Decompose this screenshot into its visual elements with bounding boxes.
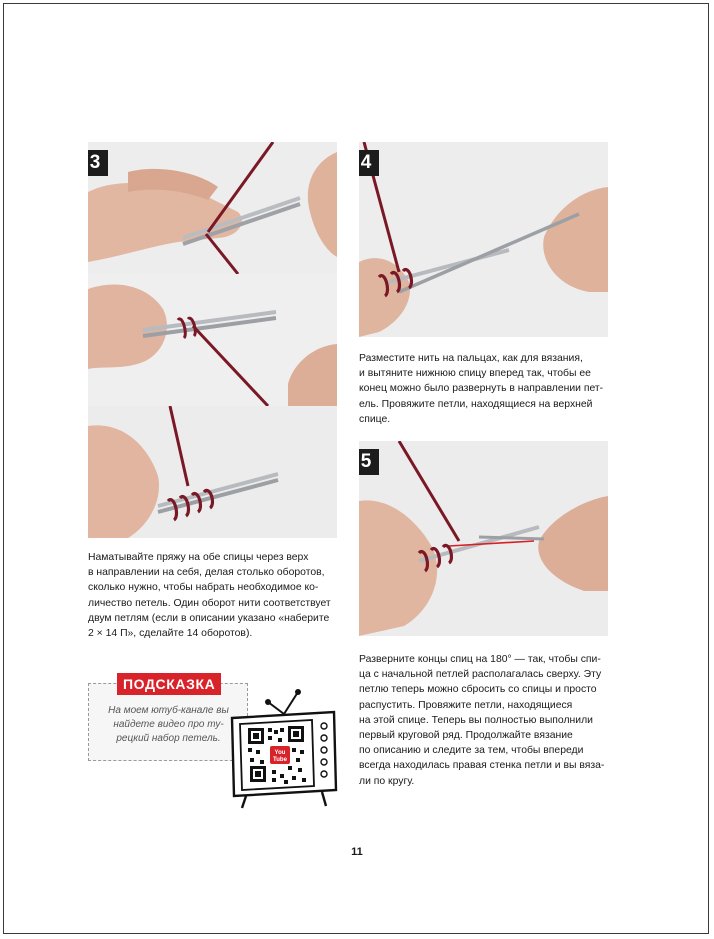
qr-badge-top: You bbox=[274, 750, 286, 756]
hint-label: ПОДСКАЗКА bbox=[117, 673, 221, 695]
page-number: 11 bbox=[351, 846, 363, 858]
step-5-photo bbox=[359, 441, 608, 636]
step-3-number-badge: 3 bbox=[88, 150, 108, 176]
step-4-number-badge: 4 bbox=[359, 150, 379, 176]
step-5-text: Разверните концы спиц на 180° — так, чтобы спи- ца с начальной петлей располагалась сверху. Эту петлю теперь можно сбросить со спицы и просто распустить. Провяжите петли, находящиеся на этой спице. Теперь вы полностью выполнили первый круговой ряд. Продолжайте вязание по описанию и следите за тем, чтобы впереди всегда находилась правая стенка петли и вы вяза- ли по кругу. bbox=[359, 654, 605, 787]
qr-badge-bottom: Tube bbox=[273, 757, 287, 763]
step-4-text: Разместите нить на пальцах, как для вязания, и вытяните нижнюю спицу вперед так, чтобы ее конец можно было развернуть в направлении пет- ель. Провяжите петли, находящиеся на верхней спице. bbox=[359, 353, 604, 425]
step-3-photo-1 bbox=[88, 142, 337, 274]
hint-text: На моем ютуб-канале вы найдете видео про ту- рецкий набор петель. bbox=[108, 705, 229, 744]
tv-qr-illustration bbox=[226, 686, 342, 810]
step-5-number-badge: 5 bbox=[359, 449, 379, 475]
step-4-photo bbox=[359, 142, 608, 337]
step-3-photo-2 bbox=[88, 274, 337, 406]
step-3-photo-3 bbox=[88, 406, 337, 538]
step-3-text: Наматывайте пряжу на обе спицы через верх в направлении на себя, делая столько оборотов, сколько нужно, чтобы набрать необходимое ко- личество петель. Один оборот нити соответствует двум петлям (если в описании указано «наберите 2 × 14 П», сделайте 14 оборотов). bbox=[88, 552, 331, 640]
